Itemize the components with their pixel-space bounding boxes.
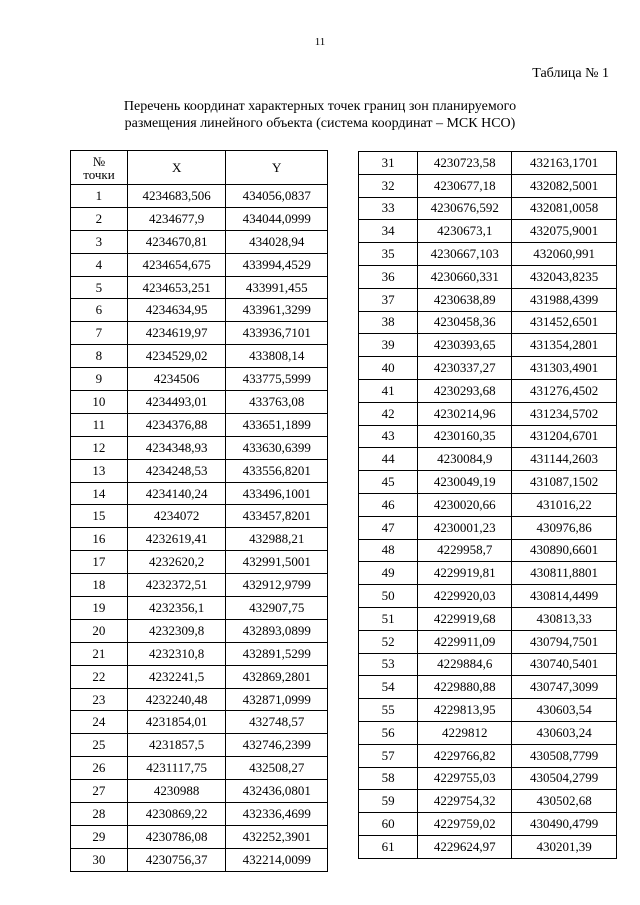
y-coordinate-cell: 430890,6601 xyxy=(512,539,617,562)
x-coordinate-cell: 4232309,8 xyxy=(127,619,226,642)
table-row xyxy=(71,299,328,322)
point-number-cell: 46 xyxy=(359,493,418,516)
y-coordinate-cell: 432163,1701 xyxy=(512,152,617,175)
x-coordinate-cell: 4234654,675 xyxy=(127,253,226,276)
y-coordinate-cell: 431016,22 xyxy=(512,493,617,516)
point-number-cell: 10 xyxy=(71,391,128,414)
x-coordinate-cell: 4234683,506 xyxy=(127,185,226,208)
point-number-cell: 2 xyxy=(71,207,128,230)
y-coordinate-cell: 430603,54 xyxy=(512,699,617,722)
table-row xyxy=(359,243,617,266)
y-coordinate-cell: 432748,57 xyxy=(226,711,328,734)
point-number-cell: 52 xyxy=(359,630,418,653)
point-number-cell: 18 xyxy=(71,574,128,597)
table-row xyxy=(71,734,328,757)
x-coordinate-cell: 4230049,19 xyxy=(418,471,512,494)
table-row xyxy=(359,334,617,357)
y-coordinate-cell: 432746,2399 xyxy=(226,734,328,757)
point-number-cell: 36 xyxy=(359,265,418,288)
point-number-cell: 59 xyxy=(359,790,418,813)
table-row xyxy=(71,391,328,414)
table-row xyxy=(71,436,328,459)
point-number-cell: 20 xyxy=(71,619,128,642)
point-number-cell: 58 xyxy=(359,767,418,790)
x-coordinate-cell: 4234619,97 xyxy=(127,322,226,345)
x-coordinate-cell: 4234677,9 xyxy=(127,207,226,230)
x-coordinate-cell: 4230458,36 xyxy=(418,311,512,334)
y-coordinate-cell: 430814,4499 xyxy=(512,585,617,608)
header-y: Y xyxy=(226,151,328,185)
x-coordinate-cell: 4229919,68 xyxy=(418,607,512,630)
table-row xyxy=(71,505,328,528)
table-caption xyxy=(70,98,570,132)
point-number-cell: 50 xyxy=(359,585,418,608)
table-row xyxy=(71,848,328,871)
point-number-cell: 29 xyxy=(71,825,128,848)
table-label: Таблица № 1 xyxy=(532,66,609,81)
table-row xyxy=(359,539,617,562)
caption-line-1: Перечень координат характерных точек границ зон планируемого xyxy=(123,99,517,114)
x-coordinate-cell: 4229759,02 xyxy=(418,813,512,836)
point-number-cell: 56 xyxy=(359,721,418,744)
table-row xyxy=(359,744,617,767)
table-row xyxy=(71,619,328,642)
caption-line-2: размещения линейного объекта (система координат – МСК НСО) xyxy=(124,116,516,131)
x-coordinate-cell: 4234140,24 xyxy=(127,482,226,505)
y-coordinate-cell: 430490,4799 xyxy=(512,813,617,836)
x-coordinate-cell: 4231117,75 xyxy=(127,757,226,780)
point-number-cell: 32 xyxy=(359,174,418,197)
x-coordinate-cell: 4234653,251 xyxy=(127,276,226,299)
table-row xyxy=(71,413,328,436)
y-coordinate-cell: 430747,3099 xyxy=(512,676,617,699)
y-coordinate-cell: 433556,8201 xyxy=(226,459,328,482)
point-number-cell: 22 xyxy=(71,665,128,688)
x-coordinate-cell: 4229884,6 xyxy=(418,653,512,676)
point-number-cell: 34 xyxy=(359,220,418,243)
x-coordinate-cell: 4234493,01 xyxy=(127,391,226,414)
x-coordinate-cell: 4230214,96 xyxy=(418,402,512,425)
point-number-cell: 24 xyxy=(71,711,128,734)
x-coordinate-cell: 4230660,331 xyxy=(418,265,512,288)
y-coordinate-cell: 434044,0999 xyxy=(226,207,328,230)
y-coordinate-cell: 430740,5401 xyxy=(512,653,617,676)
table-row xyxy=(71,482,328,505)
x-coordinate-cell: 4229812 xyxy=(418,721,512,744)
point-number-cell: 44 xyxy=(359,448,418,471)
table-row xyxy=(359,311,617,334)
y-coordinate-cell: 431303,4901 xyxy=(512,357,617,380)
y-coordinate-cell: 434028,94 xyxy=(226,230,328,253)
point-number-cell: 5 xyxy=(71,276,128,299)
table-body-right xyxy=(359,152,617,859)
y-coordinate-cell: 432436,0801 xyxy=(226,780,328,803)
x-coordinate-cell: 4230020,66 xyxy=(418,493,512,516)
point-number-cell: 60 xyxy=(359,813,418,836)
x-coordinate-cell: 4230988 xyxy=(127,780,226,803)
table-row xyxy=(359,790,617,813)
y-coordinate-cell: 432991,5001 xyxy=(226,551,328,574)
x-coordinate-cell: 4234634,95 xyxy=(127,299,226,322)
table-row xyxy=(71,597,328,620)
point-number-cell: 61 xyxy=(359,835,418,858)
table-row xyxy=(71,780,328,803)
y-coordinate-cell: 433936,7101 xyxy=(226,322,328,345)
table-row xyxy=(359,699,617,722)
table-row xyxy=(359,516,617,539)
x-coordinate-cell: 4232241,5 xyxy=(127,665,226,688)
point-number-cell: 43 xyxy=(359,425,418,448)
table-row xyxy=(359,357,617,380)
table-row xyxy=(71,207,328,230)
y-coordinate-cell: 433457,8201 xyxy=(226,505,328,528)
table-row xyxy=(71,185,328,208)
header-x: X xyxy=(127,151,226,185)
table-row xyxy=(71,345,328,368)
point-number-cell: 47 xyxy=(359,516,418,539)
x-coordinate-cell: 4230786,08 xyxy=(127,825,226,848)
table-row xyxy=(359,220,617,243)
table-row xyxy=(71,322,328,345)
y-coordinate-cell: 432252,3901 xyxy=(226,825,328,848)
y-coordinate-cell: 430976,86 xyxy=(512,516,617,539)
x-coordinate-cell: 4230337,27 xyxy=(418,357,512,380)
x-coordinate-cell: 4231857,5 xyxy=(127,734,226,757)
coordinates-table-right xyxy=(358,151,617,859)
point-number-cell: 37 xyxy=(359,288,418,311)
point-number-cell: 1 xyxy=(71,185,128,208)
point-number-cell: 45 xyxy=(359,471,418,494)
y-coordinate-cell: 432988,21 xyxy=(226,528,328,551)
x-coordinate-cell: 4229813,95 xyxy=(418,699,512,722)
point-number-cell: 41 xyxy=(359,379,418,402)
table-row xyxy=(359,562,617,585)
point-number-cell: 57 xyxy=(359,744,418,767)
table-row xyxy=(359,265,617,288)
point-number-cell: 17 xyxy=(71,551,128,574)
y-coordinate-cell: 432891,5299 xyxy=(226,642,328,665)
y-coordinate-cell: 432871,0999 xyxy=(226,688,328,711)
x-coordinate-cell: 4229754,32 xyxy=(418,790,512,813)
table-row xyxy=(359,653,617,676)
point-number-cell: 39 xyxy=(359,334,418,357)
y-coordinate-cell: 431354,2801 xyxy=(512,334,617,357)
table-row xyxy=(71,230,328,253)
x-coordinate-cell: 4229919,81 xyxy=(418,562,512,585)
point-number-cell: 51 xyxy=(359,607,418,630)
y-coordinate-cell: 430504,2799 xyxy=(512,767,617,790)
y-coordinate-cell: 431087,1502 xyxy=(512,471,617,494)
point-number-cell: 13 xyxy=(71,459,128,482)
point-number-cell: 48 xyxy=(359,539,418,562)
y-coordinate-cell: 431204,6701 xyxy=(512,425,617,448)
point-number-cell: 16 xyxy=(71,528,128,551)
point-number-cell: 26 xyxy=(71,757,128,780)
y-coordinate-cell: 432060,991 xyxy=(512,243,617,266)
point-number-cell: 19 xyxy=(71,597,128,620)
y-coordinate-cell: 431452,6501 xyxy=(512,311,617,334)
x-coordinate-cell: 4229624,97 xyxy=(418,835,512,858)
y-coordinate-cell: 433763,08 xyxy=(226,391,328,414)
x-coordinate-cell: 4230393,65 xyxy=(418,334,512,357)
table-row xyxy=(359,197,617,220)
table-row xyxy=(71,574,328,597)
point-number-cell: 7 xyxy=(71,322,128,345)
table-row xyxy=(359,585,617,608)
x-coordinate-cell: 4229911,09 xyxy=(418,630,512,653)
point-number-cell: 53 xyxy=(359,653,418,676)
table-row xyxy=(359,835,617,858)
x-coordinate-cell: 4230869,22 xyxy=(127,803,226,826)
point-number-cell: 54 xyxy=(359,676,418,699)
y-coordinate-cell: 432912,9799 xyxy=(226,574,328,597)
x-coordinate-cell: 4234072 xyxy=(127,505,226,528)
y-coordinate-cell: 430508,7799 xyxy=(512,744,617,767)
table-row xyxy=(71,276,328,299)
y-coordinate-cell: 433775,5999 xyxy=(226,368,328,391)
table-row xyxy=(359,493,617,516)
point-number-cell: 33 xyxy=(359,197,418,220)
y-coordinate-cell: 430811,8801 xyxy=(512,562,617,585)
table-row xyxy=(359,676,617,699)
y-coordinate-cell: 432081,0058 xyxy=(512,197,617,220)
table-row xyxy=(359,448,617,471)
x-coordinate-cell: 4230001,23 xyxy=(418,516,512,539)
x-coordinate-cell: 4234506 xyxy=(127,368,226,391)
table-row xyxy=(359,152,617,175)
x-coordinate-cell: 4229766,82 xyxy=(418,744,512,767)
table-row xyxy=(71,642,328,665)
y-coordinate-cell: 432508,27 xyxy=(226,757,328,780)
table-row xyxy=(359,425,617,448)
point-number-cell: 23 xyxy=(71,688,128,711)
y-coordinate-cell: 430794,7501 xyxy=(512,630,617,653)
point-number-cell: 49 xyxy=(359,562,418,585)
y-coordinate-cell: 432075,9001 xyxy=(512,220,617,243)
x-coordinate-cell: 4230677,18 xyxy=(418,174,512,197)
table-row xyxy=(71,803,328,826)
table-row xyxy=(71,459,328,482)
point-number-cell: 28 xyxy=(71,803,128,826)
y-coordinate-cell: 433496,1001 xyxy=(226,482,328,505)
y-coordinate-cell: 431988,4399 xyxy=(512,288,617,311)
table-row xyxy=(71,688,328,711)
point-number-cell: 27 xyxy=(71,780,128,803)
y-coordinate-cell: 433651,1899 xyxy=(226,413,328,436)
table-row xyxy=(71,757,328,780)
table-row xyxy=(71,528,328,551)
x-coordinate-cell: 4232356,1 xyxy=(127,597,226,620)
point-number-cell: 40 xyxy=(359,357,418,380)
table-body-left xyxy=(71,185,328,872)
x-coordinate-cell: 4230293,68 xyxy=(418,379,512,402)
y-coordinate-cell: 430603,24 xyxy=(512,721,617,744)
y-coordinate-cell: 433991,455 xyxy=(226,276,328,299)
y-coordinate-cell: 430502,68 xyxy=(512,790,617,813)
point-number-cell: 55 xyxy=(359,699,418,722)
x-coordinate-cell: 4230638,89 xyxy=(418,288,512,311)
table-row xyxy=(71,368,328,391)
x-coordinate-cell: 4234670,81 xyxy=(127,230,226,253)
x-coordinate-cell: 4230723,58 xyxy=(418,152,512,175)
x-coordinate-cell: 4232619,41 xyxy=(127,528,226,551)
point-number-cell: 42 xyxy=(359,402,418,425)
table-row xyxy=(359,767,617,790)
y-coordinate-cell: 433961,3299 xyxy=(226,299,328,322)
point-number-cell: 12 xyxy=(71,436,128,459)
y-coordinate-cell: 431144,2603 xyxy=(512,448,617,471)
table-row xyxy=(359,721,617,744)
header-point-number xyxy=(71,151,128,185)
x-coordinate-cell: 4229880,88 xyxy=(418,676,512,699)
y-coordinate-cell: 432869,2801 xyxy=(226,665,328,688)
page-number: 11 xyxy=(314,36,326,48)
x-coordinate-cell: 4229958,7 xyxy=(418,539,512,562)
x-coordinate-cell: 4231854,01 xyxy=(127,711,226,734)
table-row xyxy=(71,665,328,688)
table-row xyxy=(71,711,328,734)
x-coordinate-cell: 4232310,8 xyxy=(127,642,226,665)
y-coordinate-cell: 431234,5702 xyxy=(512,402,617,425)
x-coordinate-cell: 4230667,103 xyxy=(418,243,512,266)
table-row xyxy=(359,402,617,425)
y-coordinate-cell: 432214,0099 xyxy=(226,848,328,871)
x-coordinate-cell: 4234248,53 xyxy=(127,459,226,482)
y-coordinate-cell: 431276,4502 xyxy=(512,379,617,402)
x-coordinate-cell: 4230676,592 xyxy=(418,197,512,220)
point-number-cell: 6 xyxy=(71,299,128,322)
table-row xyxy=(359,174,617,197)
point-number-cell: 3 xyxy=(71,230,128,253)
table-row xyxy=(71,253,328,276)
y-coordinate-cell: 432082,5001 xyxy=(512,174,617,197)
point-number-cell: 35 xyxy=(359,243,418,266)
table-row xyxy=(71,551,328,574)
y-coordinate-cell: 432336,4699 xyxy=(226,803,328,826)
x-coordinate-cell: 4232240,48 xyxy=(127,688,226,711)
point-number-cell: 25 xyxy=(71,734,128,757)
x-coordinate-cell: 4234376,88 xyxy=(127,413,226,436)
table-row xyxy=(359,471,617,494)
y-coordinate-cell: 432907,75 xyxy=(226,597,328,620)
point-number-cell: 38 xyxy=(359,311,418,334)
x-coordinate-cell: 4230160,35 xyxy=(418,425,512,448)
x-coordinate-cell: 4229920,03 xyxy=(418,585,512,608)
y-coordinate-cell: 432893,0899 xyxy=(226,619,328,642)
point-number-cell: 8 xyxy=(71,345,128,368)
point-number-cell: 15 xyxy=(71,505,128,528)
point-number-cell: 11 xyxy=(71,413,128,436)
header-no-symbol: № xyxy=(92,153,106,169)
point-number-cell: 14 xyxy=(71,482,128,505)
table-header-row xyxy=(71,151,328,185)
table-row xyxy=(359,630,617,653)
y-coordinate-cell: 433808,14 xyxy=(226,345,328,368)
table-row xyxy=(359,607,617,630)
coordinates-table-left xyxy=(70,150,328,872)
header-no-word: точки xyxy=(83,166,115,182)
y-coordinate-cell: 430813,33 xyxy=(512,607,617,630)
point-number-cell: 31 xyxy=(359,152,418,175)
x-coordinate-cell: 4230756,37 xyxy=(127,848,226,871)
x-coordinate-cell: 4234529,02 xyxy=(127,345,226,368)
y-coordinate-cell: 434056,0837 xyxy=(226,185,328,208)
table-row xyxy=(71,825,328,848)
y-coordinate-cell: 432043,8235 xyxy=(512,265,617,288)
table-row xyxy=(359,813,617,836)
y-coordinate-cell: 430201,39 xyxy=(512,835,617,858)
point-number-cell: 21 xyxy=(71,642,128,665)
point-number-cell: 9 xyxy=(71,368,128,391)
x-coordinate-cell: 4229755,03 xyxy=(418,767,512,790)
table-row xyxy=(359,288,617,311)
y-coordinate-cell: 433630,6399 xyxy=(226,436,328,459)
x-coordinate-cell: 4230673,1 xyxy=(418,220,512,243)
y-coordinate-cell: 433994,4529 xyxy=(226,253,328,276)
x-coordinate-cell: 4232620,2 xyxy=(127,551,226,574)
point-number-cell: 30 xyxy=(71,848,128,871)
x-coordinate-cell: 4230084,9 xyxy=(418,448,512,471)
point-number-cell: 4 xyxy=(71,253,128,276)
table-row xyxy=(359,379,617,402)
x-coordinate-cell: 4232372,51 xyxy=(127,574,226,597)
x-coordinate-cell: 4234348,93 xyxy=(127,436,226,459)
